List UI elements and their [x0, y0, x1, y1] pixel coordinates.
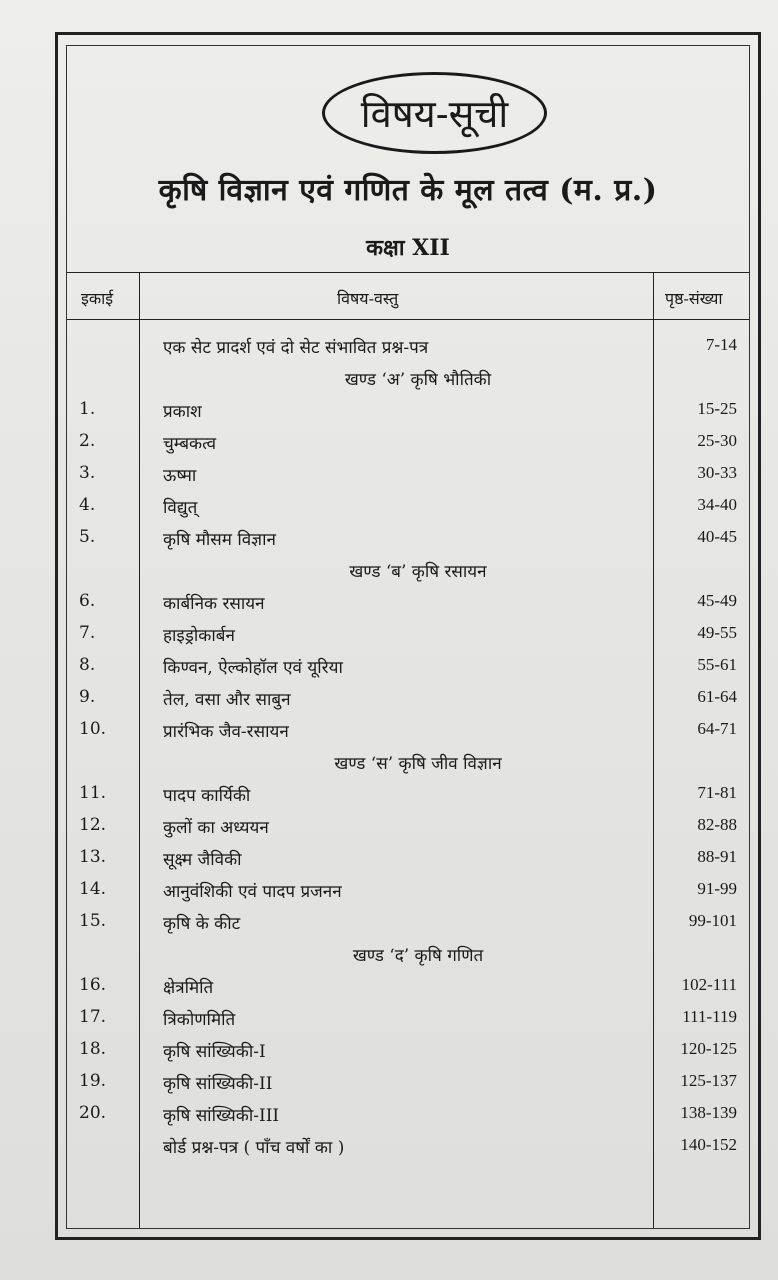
unit-number: 20.: [79, 1103, 107, 1123]
page-range: 88-91: [697, 847, 737, 866]
topic-name: प्रारंभिक जैव-रसायन: [163, 722, 289, 742]
page-range: 111-119: [682, 1007, 737, 1026]
page-range: 82-88: [697, 815, 737, 834]
contents-heading-text: विषय-सूची: [360, 92, 509, 136]
topic-name: किण्वन, ऐल्कोहॉल एवं यूरिया: [163, 658, 343, 678]
page-range: 30-33: [697, 463, 737, 482]
contents-row: [67, 425, 749, 457]
unit-number: 7.: [79, 623, 96, 643]
contents-row: [67, 905, 749, 937]
topic-name: आनुवंशिकी एवं पादप प्रजनन: [163, 882, 342, 902]
contents-row: [67, 1001, 749, 1033]
unit-number: 15.: [79, 911, 107, 931]
contents-row: [67, 329, 749, 361]
contents-row: [67, 713, 749, 745]
section-title: खण्ड ‘स’ कृषि जीव विज्ञान: [334, 754, 502, 774]
header-page: पृष्ठ-संख्या: [665, 289, 723, 308]
contents-row: [67, 681, 749, 713]
topic-name: कृषि सांख्यिकी-I: [163, 1042, 266, 1062]
unit-number: 1.: [79, 399, 96, 419]
topic-name: एक सेट प्रादर्श एवं दो सेट संभावित प्रश्न-पत्र: [163, 338, 429, 358]
contents-row: [67, 489, 749, 521]
contents-table: [67, 272, 749, 1228]
unit-number: 13.: [79, 847, 107, 867]
contents-row: [67, 649, 749, 681]
contents-row: [67, 809, 749, 841]
contents-row: [67, 585, 749, 617]
contents-row: [67, 393, 749, 425]
header-divider: [67, 319, 749, 320]
section-heading: [67, 361, 749, 393]
topic-name: बोर्ड प्रश्न-पत्र ( पाँच वर्षों का ): [163, 1138, 345, 1158]
page-range: 91-99: [697, 879, 737, 898]
section-title: खण्ड ‘द’ कृषि गणित: [352, 946, 484, 966]
contents-row: [67, 873, 749, 905]
topic-name: हाइड्रोकार्बन: [163, 626, 235, 646]
page-range: 140-152: [680, 1135, 737, 1154]
page-border: [55, 32, 761, 1240]
contents-row: [67, 777, 749, 809]
section-heading: [67, 745, 749, 777]
topic-name: पादप कार्यिकी: [163, 786, 251, 806]
section-heading: [67, 553, 749, 585]
page-range: 125-137: [680, 1071, 737, 1090]
unit-number: 16.: [79, 975, 107, 995]
unit-number: 12.: [79, 815, 107, 835]
page-range: 15-25: [697, 399, 737, 418]
unit-number: 9.: [79, 687, 96, 707]
section-heading: [67, 937, 749, 969]
topic-name: कुलों का अध्ययन: [163, 818, 269, 838]
topic-name: त्रिकोणमिति: [163, 1010, 236, 1030]
content-box: [66, 45, 750, 1229]
contents-row: [67, 1065, 749, 1097]
contents-row: [67, 521, 749, 553]
contents-row: [67, 1033, 749, 1065]
unit-number: 10.: [79, 719, 107, 739]
contents-row: [67, 841, 749, 873]
book-title: कृषि विज्ञान एवं गणित के मूल तत्व (म. प्र.): [158, 173, 658, 208]
page-range: 49-55: [697, 623, 737, 642]
contents-row: [67, 457, 749, 489]
page-range: 7-14: [705, 335, 737, 354]
header-topic: विषय-वस्तु: [337, 289, 399, 308]
topic-name: ऊष्मा: [163, 466, 197, 486]
class-label: कक्षा XII: [366, 235, 450, 261]
unit-number: 4.: [79, 495, 96, 515]
unit-number: 11.: [79, 783, 107, 803]
page-range: 64-71: [697, 719, 737, 738]
contents-row: [67, 1097, 749, 1129]
unit-number: 14.: [79, 879, 107, 899]
page-range: 138-139: [680, 1103, 737, 1122]
unit-number: 18.: [79, 1039, 107, 1059]
topic-name: प्रकाश: [163, 402, 202, 422]
topic-name: कृषि मौसम विज्ञान: [163, 530, 276, 550]
unit-number: 2.: [79, 431, 96, 451]
unit-number: 3.: [79, 463, 96, 483]
contents-heading: [322, 72, 547, 154]
contents-row: [67, 969, 749, 1001]
contents-rows: [67, 329, 749, 1161]
page-range: 71-81: [697, 783, 737, 802]
topic-name: कृषि के कीट: [163, 914, 241, 934]
topic-name: कार्बनिक रसायन: [163, 594, 265, 614]
topic-name: विद्युत्: [163, 498, 198, 518]
topic-name: कृषि सांख्यिकी-III: [163, 1106, 280, 1126]
unit-number: 17.: [79, 1007, 107, 1027]
page-range: 120-125: [680, 1039, 737, 1058]
contents-row: [67, 1129, 749, 1161]
section-title: खण्ड ‘ब’ कृषि रसायन: [349, 562, 487, 582]
page-range: 61-64: [697, 687, 737, 706]
page-range: 25-30: [697, 431, 737, 450]
page-range: 55-61: [697, 655, 737, 674]
topic-name: कृषि सांख्यिकी-II: [163, 1074, 273, 1094]
header-unit: इकाई: [81, 289, 114, 308]
unit-number: 19.: [79, 1071, 107, 1091]
topic-name: तेल, वसा और साबुन: [163, 690, 291, 710]
page-range: 34-40: [697, 495, 737, 514]
page-range: 102-111: [681, 975, 737, 994]
page-range: 99-101: [688, 911, 737, 930]
unit-number: 5.: [79, 527, 96, 547]
unit-number: 8.: [79, 655, 96, 675]
page-range: 45-49: [697, 591, 737, 610]
topic-name: सूक्ष्म जैविकी: [163, 850, 242, 870]
topic-name: क्षेत्रमिति: [163, 978, 214, 998]
topic-name: चुम्बकत्व: [163, 434, 217, 454]
page-range: 40-45: [697, 527, 737, 546]
section-title: खण्ड ‘अ’ कृषि भौतिकी: [344, 370, 492, 390]
contents-row: [67, 617, 749, 649]
unit-number: 6.: [79, 591, 96, 611]
